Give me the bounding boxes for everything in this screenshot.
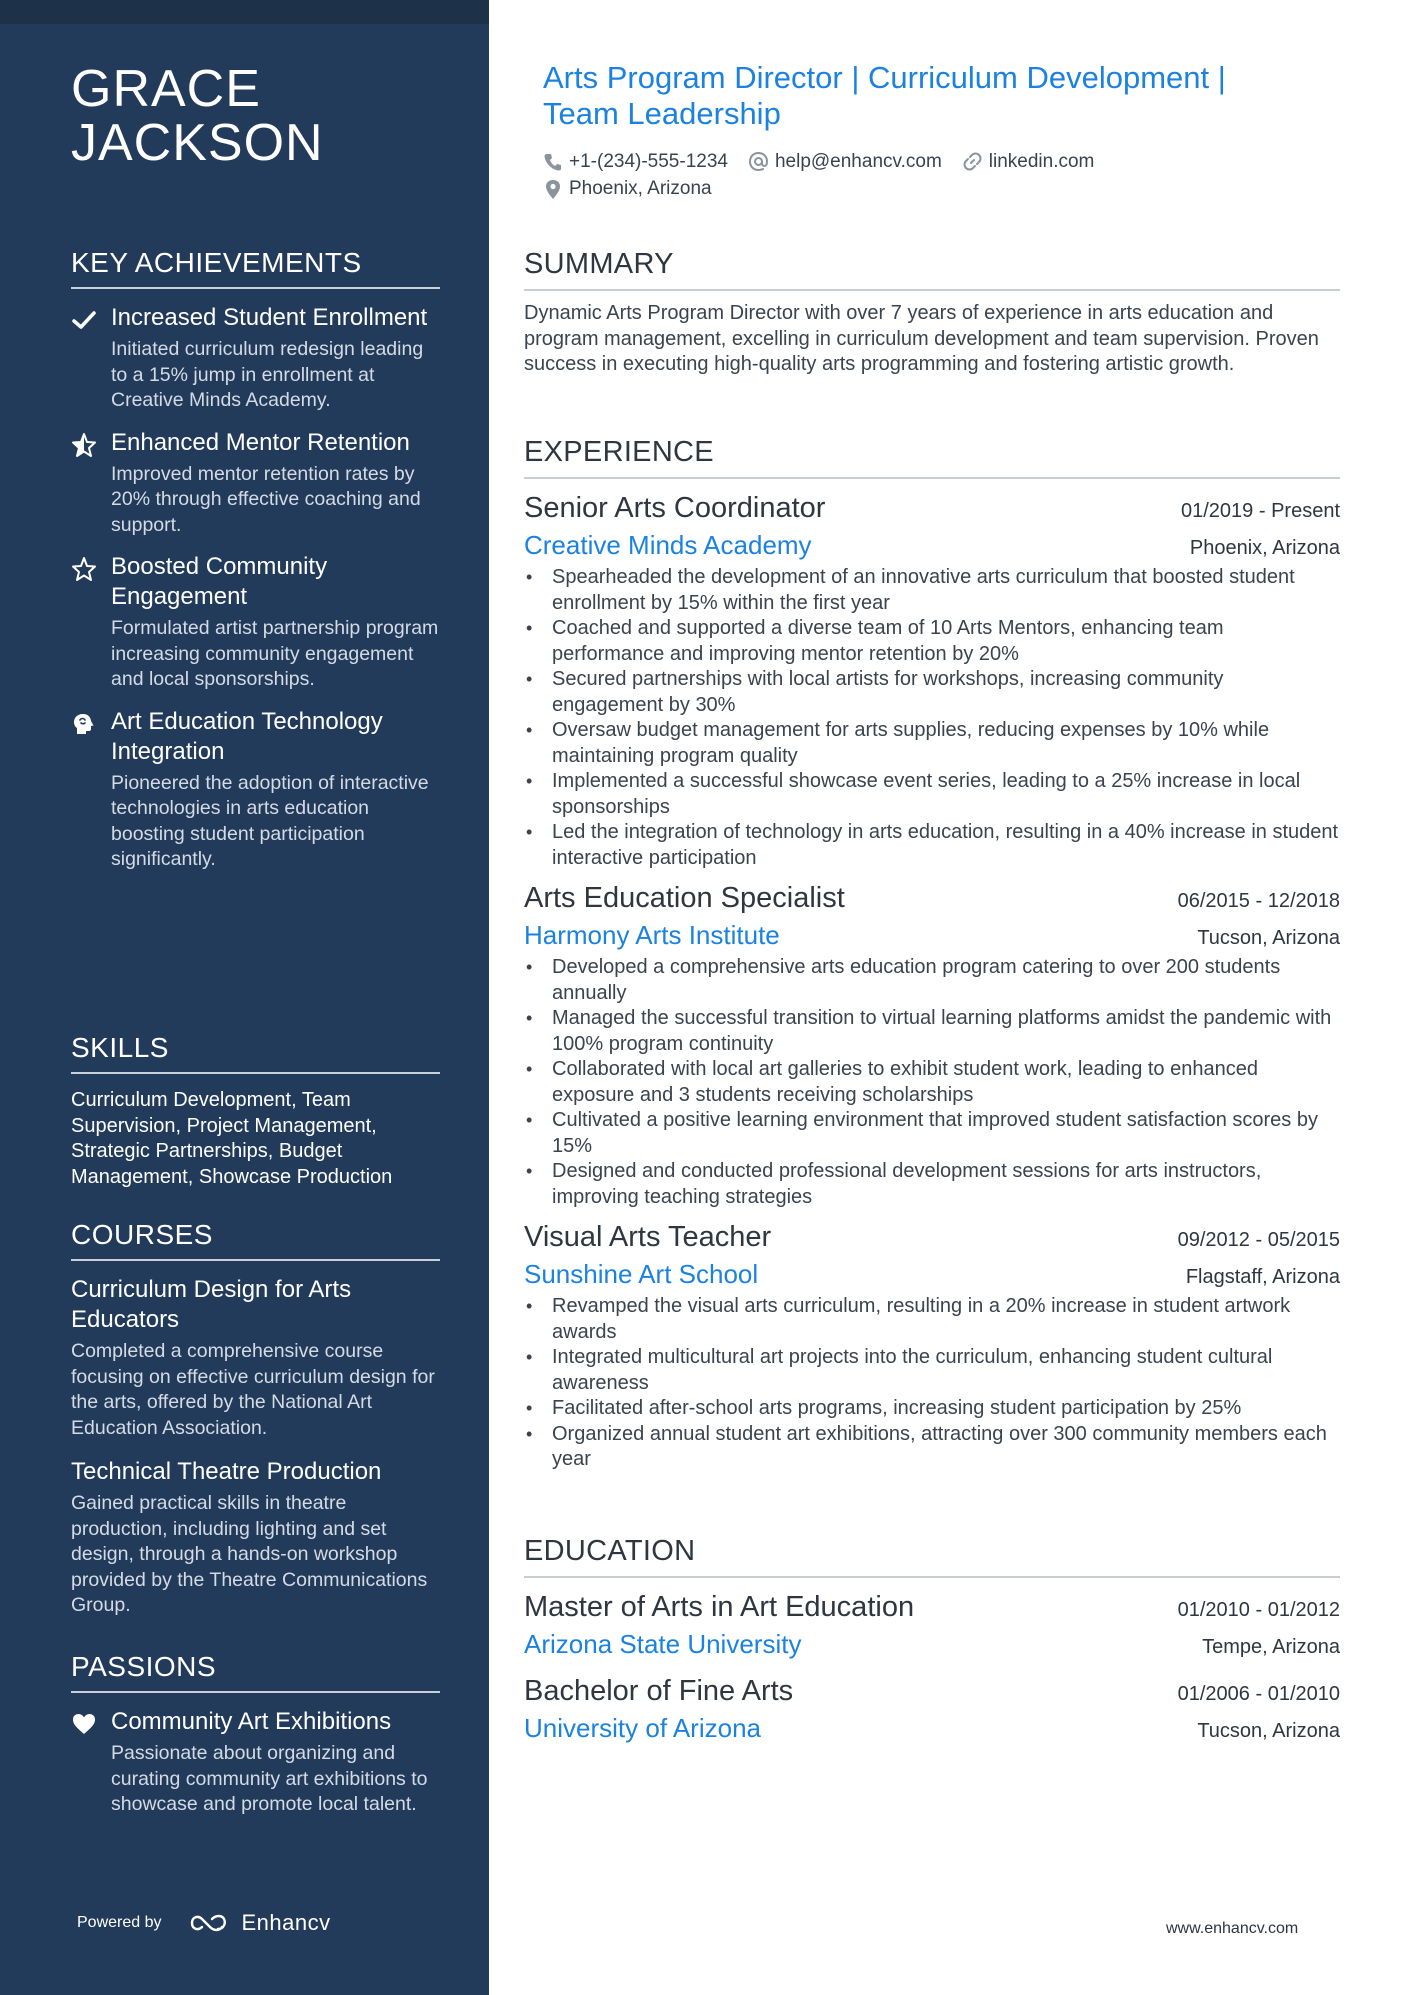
heart-icon — [71, 1711, 97, 1737]
achievement-description: Formulated artist partnership program increasing community engagement and local sponsorships. — [111, 617, 439, 690]
summary-text: Dynamic Arts Program Director with over 7 years of experience in arts education and program management, excelling in curriculum development and team supervision. Proven success in executing high-quality arts programming and fostering artistic growth. — [524, 302, 1319, 375]
education-section — [524, 1534, 1340, 1756]
bullet-item: • Facilitated after-school arts programs, increasing student participation by 25% — [524, 1396, 1340, 1422]
education-location: Tucson, Arizona — [1197, 1720, 1340, 1742]
degree-title: Bachelor of Fine Arts — [524, 1675, 794, 1707]
job-entry — [524, 879, 1340, 1210]
job-title: Arts Education Specialist — [524, 882, 845, 914]
section-heading: SUMMARY — [524, 247, 1340, 291]
course-title: Technical Theatre Production — [71, 1458, 382, 1485]
summary-section — [524, 247, 1340, 378]
education-dates: 01/2010 - 01/2012 — [1177, 1599, 1340, 1621]
bullet-item: • Designed and conducted professional development sessions for arts instructors, improving teaching strategies — [524, 1159, 1340, 1210]
passion-item — [71, 1707, 440, 1818]
job-location: Flagstaff, Arizona — [1185, 1266, 1340, 1288]
bullet-item: • Spearheaded the development of an innovative arts curriculum that boosted student enrollment by 15% within the first year — [524, 565, 1340, 616]
education-location: Tempe, Arizona — [1202, 1636, 1340, 1658]
courses-section — [71, 1218, 440, 1635]
school-name[interactable]: University of Arizona — [524, 1713, 761, 1743]
company-name[interactable]: Harmony Arts Institute — [524, 920, 780, 950]
bullet-item: • Integrated multicultural art projects into the curriculum, enhancing student cultural awareness — [524, 1345, 1340, 1396]
passions-section — [71, 1650, 440, 1832]
achievement-description: Improved mentor retention rates by 20% through effective coaching and support. — [111, 462, 421, 536]
bullet-item: • Developed a comprehensive arts education program catering to over 200 students annually — [524, 955, 1340, 1006]
achievement-description: Initiated curriculum redesign leading to a 15% jump in enrollment at Creative Minds Academy. — [111, 338, 424, 411]
course-title: Curriculum Design for Arts Educators — [71, 1276, 352, 1333]
bullet-item: • Oversaw budget management for arts supplies, reducing expenses by 10% while maintaining program quality — [524, 718, 1340, 769]
phone-icon — [543, 152, 563, 172]
section-heading: PASSIONS — [71, 1650, 440, 1693]
sidebar-top-band — [0, 0, 489, 24]
achievement-title: Increased Student Enrollment — [111, 304, 428, 331]
achievement-title: Boosted Community Engagement — [111, 553, 328, 610]
linkedin-contact[interactable] — [962, 151, 1095, 173]
brand-name: Enhancv — [241, 1910, 331, 1935]
bullet-item: • Led the integration of technology in arts education, resulting in a 40% increase in student interactive participation — [524, 820, 1340, 871]
company-name[interactable]: Creative Minds Academy — [524, 530, 812, 560]
course-item — [71, 1457, 440, 1619]
bullet-item: • Implemented a successful showcase event series, leading to a 25% increase in local sponsorships — [524, 769, 1340, 820]
passion-description: Passionate about organizing and curating community art exhibitions to showcase and promote local talent. — [111, 1742, 428, 1815]
section-heading: SKILLS — [71, 1031, 440, 1074]
job-entry — [524, 1218, 1340, 1473]
location-pin-icon — [543, 178, 563, 200]
bullet-item: • Managed the successful transition to virtual learning platforms amidst the pandemic with 100% program continuity — [524, 1006, 1340, 1057]
achievement-description: Pioneered the adoption of interactive technologies in arts education boosting student participation significantly. — [111, 771, 429, 870]
headline: Arts Program Director | Curriculum Development | Team Leadership — [543, 60, 1226, 131]
job-bullets — [524, 565, 1340, 871]
achievement-title: Enhanced Mentor Retention — [111, 428, 410, 456]
job-bullets — [524, 1294, 1340, 1473]
experience-section — [524, 435, 1340, 1481]
course-item — [71, 1275, 440, 1441]
passion-title: Community Art Exhibitions — [111, 1708, 392, 1735]
bullet-item: • Cultivated a positive learning environment that improved student satisfaction scores by 15% — [524, 1108, 1340, 1159]
job-dates: 09/2012 - 05/2015 — [1177, 1229, 1340, 1251]
job-bullets — [524, 955, 1340, 1210]
school-name[interactable]: Arizona State University — [524, 1629, 802, 1659]
star-half-icon — [71, 432, 97, 458]
job-title: Visual Arts Teacher — [524, 1221, 772, 1253]
location-text: Phoenix, Arizona — [569, 177, 712, 199]
sidebar — [0, 0, 489, 1995]
job-dates: 06/2015 - 12/2018 — [1177, 890, 1340, 912]
email-contact[interactable] — [748, 151, 942, 173]
phone-contact[interactable] — [543, 151, 728, 173]
linkedin-url: linkedin.com — [988, 150, 1095, 172]
education-entry — [524, 1672, 1340, 1746]
section-heading: COURSES — [71, 1218, 440, 1261]
skills-list: Curriculum Development, Team Supervision, Project Management, Strategic Partnerships, Budget Management, Showcase Production — [71, 1089, 393, 1188]
bullet-item: • Secured partnerships with local artists for workshops, increasing community engagement by 30% — [524, 667, 1340, 718]
at-icon — [748, 151, 769, 172]
email-address: help@enhancv.com — [774, 150, 942, 172]
last-name: JACKSON — [71, 114, 324, 172]
section-heading: KEY ACHIEVEMENTS — [71, 246, 440, 289]
course-description: Gained practical skills in theatre production, including lighting and set design, through a hands-on workshop provided by the Theatre Communications Group. — [71, 1492, 428, 1616]
location-contact — [543, 178, 712, 200]
bullet-item: • Collaborated with local art galleries to exhibit student work, leading to enhanced exposure and 3 students receiving scholarships — [524, 1057, 1340, 1108]
bullet-item: • Revamped the visual arts curriculum, resulting in a 20% increase in student artwork awards — [524, 1294, 1340, 1345]
achievement-title: Art Education Technology Integration — [111, 707, 383, 765]
enhancv-logo-icon — [188, 1911, 234, 1935]
star-outline-icon — [71, 556, 97, 582]
job-location: Tucson, Arizona — [1197, 927, 1340, 949]
phone-number: +1-(234)-555-1234 — [569, 150, 728, 172]
contact-info — [543, 148, 1323, 202]
achievement-item — [71, 428, 440, 539]
achievement-item — [71, 707, 440, 873]
education-dates: 01/2006 - 01/2010 — [1177, 1683, 1340, 1705]
bullet-item: • Coached and supported a diverse team of 10 Arts Mentors, enhancing team performance and improving mentor retention by 20% — [524, 616, 1340, 667]
brain-icon — [71, 711, 97, 737]
link-icon — [962, 151, 983, 172]
job-entry — [524, 489, 1340, 871]
first-name: GRACE — [71, 60, 261, 118]
course-description: Completed a comprehensive course focusing on effective curriculum design for the arts, offered by the National Art Education Association. — [71, 1340, 435, 1439]
footer-url[interactable]: www.enhancv.com — [1166, 1920, 1299, 1937]
section-heading: EXPERIENCE — [524, 435, 1340, 479]
powered-by — [77, 1910, 331, 1936]
achievement-item — [71, 552, 440, 693]
achievement-item — [71, 303, 440, 414]
job-location: Phoenix, Arizona — [1189, 537, 1340, 559]
powered-by-label: Powered by — [77, 1914, 162, 1931]
candidate-name — [71, 62, 451, 170]
education-entry — [524, 1588, 1340, 1662]
degree-title: Master of Arts in Art Education — [524, 1591, 915, 1623]
bullet-item: • Organized annual student art exhibitions, attracting over 300 community members each year — [524, 1422, 1340, 1473]
job-dates: 01/2019 - Present — [1181, 500, 1340, 522]
checkmark-icon — [71, 307, 97, 333]
key-achievements-section — [71, 246, 440, 887]
job-title: Senior Arts Coordinator — [524, 492, 826, 524]
skills-section — [71, 1031, 440, 1190]
company-name[interactable]: Sunshine Art School — [524, 1259, 759, 1289]
section-heading: EDUCATION — [524, 1534, 1340, 1578]
